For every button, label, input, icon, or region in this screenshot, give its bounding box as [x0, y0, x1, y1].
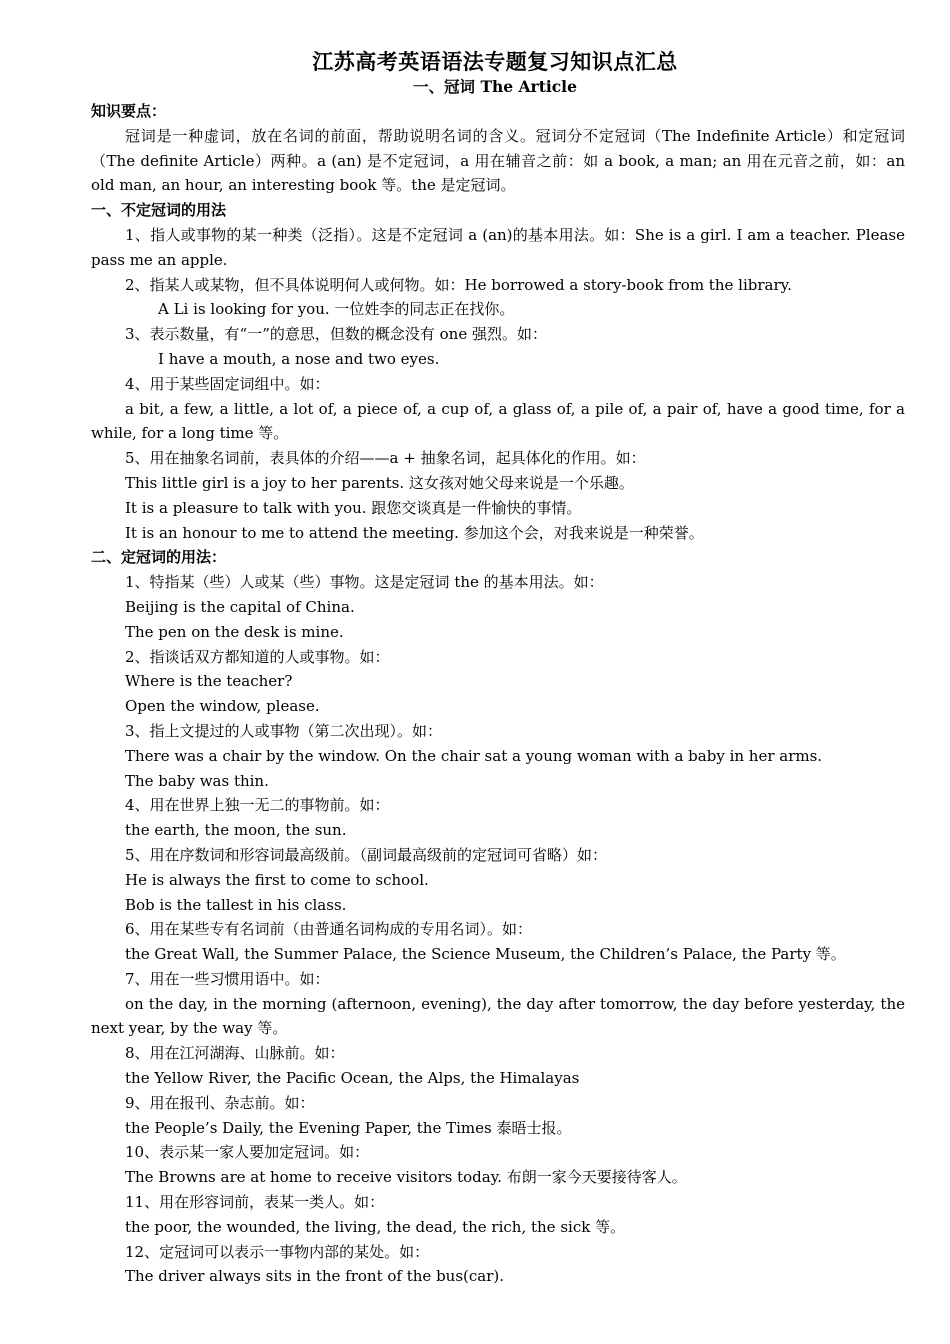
paragraph-line: 5、用在抽象名词前，表具体的介绍——a + 抽象名词，起具体化的作用。如：: [125, 449, 646, 468]
section-title: 一、冠词 The Article: [413, 77, 577, 96]
paragraph-line: It is a pleasure to talk with you. 跟您交谈真是一件愉快的事情。: [125, 498, 582, 517]
paragraph-line: on the day, in the morning (afternoon, evening), the day after tomorrow, the day before yesterday, the next year, by the way 等。: [91, 994, 905, 1038]
section-heading: 知识要点：: [91, 102, 167, 120]
paragraph-line: He is always the first to come to school.: [125, 870, 429, 889]
paragraph-line: The Browns are at home to receive visitors today. 布朗一家今天要接待客人。: [125, 1168, 687, 1187]
paragraph-line: The baby was thin.: [125, 771, 269, 790]
paragraph-line: the People’s Daily, the Evening Paper, the Times 泰晤士报。: [125, 1118, 572, 1137]
paragraph-line: The pen on the desk is mine.: [125, 622, 344, 641]
paragraph-line: the Great Wall, the Summer Palace, the Science Museum, the Children’s Palace, the Party 等。: [125, 945, 846, 964]
paragraph-line: 8、用在江河湖海、山脉前。如：: [125, 1044, 345, 1063]
paragraph-line: Open the window, please.: [125, 697, 320, 716]
paragraph-line: It is an honour to me to attend the meeting. 参加这个会，对我来说是一种荣誉。: [125, 523, 704, 542]
paragraph-line: 11、用在形容词前，表某一类人。如：: [125, 1193, 385, 1212]
paragraph-line: the Yellow River, the Pacific Ocean, the Alps, the Himalayas: [125, 1069, 580, 1088]
paragraph-line: 7、用在一些习惯用语中。如：: [125, 969, 330, 988]
paragraph-line: 1、指人或事物的某一种类（泛指）。这是不定冠词 a (an)的基本用法。如：She is a girl. I am a teacher. Please pass me an apple.: [91, 225, 905, 269]
paragraph-line: I have a mouth, a nose and two eyes.: [158, 349, 440, 368]
paragraph-line: Where is the teacher?: [125, 672, 293, 691]
paragraph-line: 9、用在报刊、杂志前。如：: [125, 1093, 315, 1112]
paragraph-line: 3、指上文提过的人或事物（第二次出现）。如：: [125, 721, 443, 740]
paragraph-line: 3、表示数量，有“一”的意思，但数的概念没有 one 强烈。如：: [125, 325, 547, 344]
paragraph-line: a bit, a few, a little, a lot of, a piece of, a cup of, a glass of, a pile of, a pair of, have a good time, for a while, for a long time 等。: [91, 399, 905, 443]
paragraph-line: Bob is the tallest in his class.: [125, 895, 347, 914]
paragraph-line: 2、指某人或某物，但不具体说明何人或何物。如：He borrowed a story-book from the library.: [125, 275, 792, 294]
paragraph-line: 10、表示某一家人要加定冠词。如：: [125, 1143, 370, 1162]
document-title: 江苏高考英语语法专题复习知识点汇总: [312, 49, 678, 74]
document-body: [91, 99, 905, 1289]
paragraph-line: 12、定冠词可以表示一事物内部的某处。如：: [125, 1242, 430, 1261]
paragraph-line: 6、用在某些专有名词前（由普通名词构成的专用名词）。如：: [125, 920, 533, 939]
paragraph-line: the earth, the moon, the sun.: [125, 821, 347, 840]
paragraph-line: The driver always sits in the front of the bus(car).: [125, 1267, 505, 1286]
paragraph-line: 4、用于某些固定词组中。如：: [125, 374, 330, 393]
paragraph-line: This little girl is a joy to her parents. 这女孩对她父母来说是一个乐趣。: [125, 473, 634, 492]
paragraph-line: 1、特指某（些）人或某（些）事物。这是定冠词 the 的基本用法。如：: [125, 573, 604, 592]
section-heading: 一、不定冠词的用法: [91, 201, 227, 220]
paragraph-line: 冠词是一种虚词，放在名词的前面，帮助说明名词的含义。冠词分不定冠词（The Indefinite Article）和定冠词（The definite Article）两种。a (an) 是不定冠词，a 用在辅音之前：如 a book, a man; an 用在元音之前，如：an old man, an hour, an interesting book 等。the 是定冠词。: [91, 126, 905, 195]
paragraph-line: the poor, the wounded, the living, the dead, the rich, the sick 等。: [125, 1217, 626, 1236]
paragraph-line: 4、用在世界上独一无二的事物前。如：: [125, 796, 390, 815]
paragraph-line: Beijing is the capital of China.: [125, 597, 355, 616]
section-heading: 二、定冠词的用法：: [91, 548, 227, 567]
paragraph-line: A Li is looking for you. 一位姓李的同志正在找你。: [158, 300, 515, 319]
paragraph-line: 2、指谈话双方都知道的人或事物。如：: [125, 647, 390, 666]
paragraph-line: There was a chair by the window. On the chair sat a young woman with a baby in her arms.: [125, 746, 823, 765]
paragraph-line: 5、用在序数词和形容词最高级前。（副词最高级前的定冠词可省略）如：: [125, 845, 608, 864]
